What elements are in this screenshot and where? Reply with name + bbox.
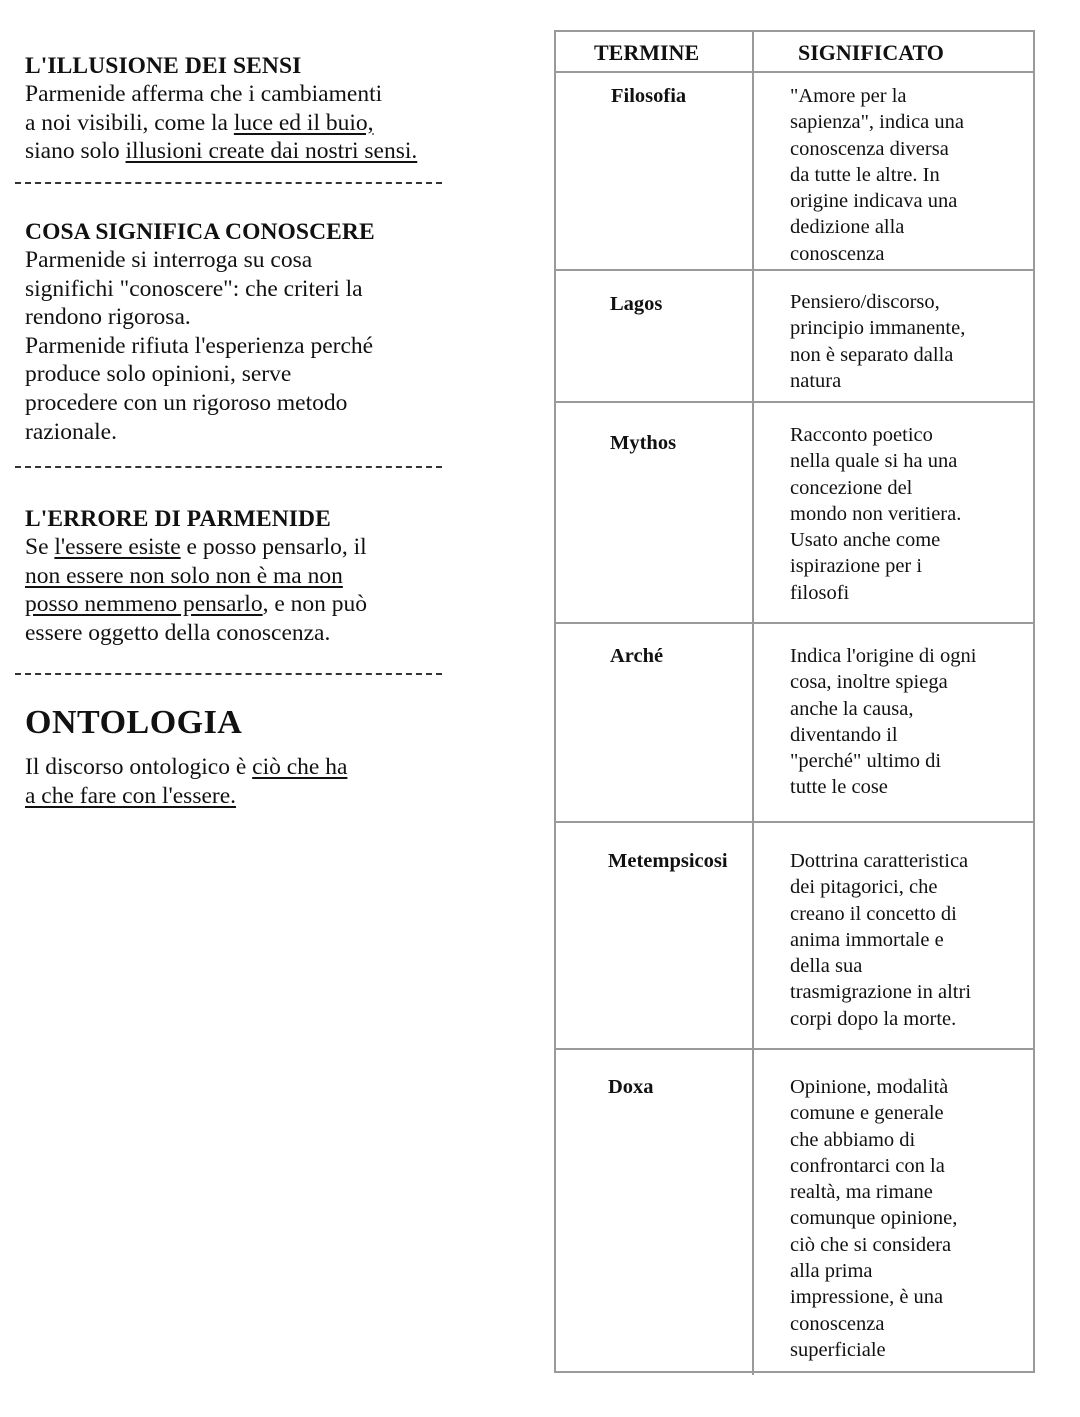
text-line: rendono rigorosa.: [25, 304, 191, 331]
text-line: concezione del: [790, 476, 913, 499]
text-line: significhi "conoscere": che criteri la: [25, 275, 363, 302]
meaning-cell: [790, 289, 1022, 394]
text-line: "perché" ultimo di: [790, 750, 942, 773]
text-span: Il discorso ontologico è: [25, 754, 253, 780]
text-line: alla prima: [790, 1260, 873, 1283]
text-line: realtà, ma rimane: [790, 1181, 933, 1204]
text-line: conoscenza: [790, 242, 885, 265]
meaning-cell: [790, 1074, 1022, 1363]
text-span: Se: [25, 534, 55, 560]
meaning-cell: [790, 83, 1022, 267]
underlined-text: ciò che ha: [252, 754, 348, 780]
text-line: conoscenza: [790, 1312, 885, 1335]
header-significato: SIGNIFICATO: [798, 40, 944, 65]
text-line: trasmigrazione in altri: [790, 981, 972, 1004]
text-line: della sua: [790, 955, 863, 978]
text-line: cosa, inoltre spiega: [790, 671, 948, 694]
text-line: superficiale: [790, 1338, 886, 1361]
text-line: corpi dopo la morte.: [790, 1007, 957, 1030]
text-span: siano solo: [25, 138, 126, 165]
text-line: che abbiamo di: [790, 1128, 916, 1151]
text-line: produce solo opinioni, serve: [25, 361, 292, 388]
meaning-cell: [790, 422, 1022, 606]
text-line: [25, 533, 455, 562]
text-line: tutte le cose: [790, 776, 888, 799]
text-line: Usato anche come: [790, 529, 941, 552]
text-line: Dottrina caratteristica: [790, 850, 969, 872]
section-errore: [25, 505, 455, 647]
text-line: non è separato dalla: [790, 343, 954, 366]
text-line: dei pitagorici, che: [790, 876, 938, 899]
text-line: Parmenide rifiuta l'esperienza perché: [25, 332, 374, 359]
text-line: mondo non veritiera.: [790, 502, 962, 525]
table-column-divider: [752, 32, 754, 1375]
row-divider: [556, 622, 1033, 624]
text-span: a noi visibili, come la: [25, 109, 234, 136]
term-cell: Mythos: [610, 432, 677, 454]
row-divider: [556, 821, 1033, 823]
text-line: Parmenide si interroga su cosa: [25, 247, 313, 273]
row-divider: [556, 269, 1033, 271]
ontologia-body: [25, 753, 347, 810]
section-title: COSA SIGNIFICA CONOSCERE: [25, 219, 375, 245]
text-line: Parmenide afferma che i cambiamenti: [25, 81, 383, 107]
terms-table: [554, 30, 1035, 1373]
text-line: [25, 137, 455, 166]
text-line: dedizione alla: [790, 216, 905, 239]
text-line: da tutte le altre. In: [790, 163, 940, 186]
underlined-text: a che fare con l'essere.: [25, 782, 237, 809]
text-span: e posso pensarlo, il: [180, 534, 367, 560]
text-line: origine indicava una: [790, 190, 958, 213]
text-line: ispirazione per i: [790, 555, 923, 578]
row-divider: [556, 71, 1033, 73]
ontologia-title: ONTOLOGIA: [25, 704, 243, 741]
section-title: L'ERRORE DI PARMENIDE: [25, 506, 331, 532]
text-line: anima immortale e: [790, 928, 944, 951]
text-line: sapienza", indica una: [790, 111, 964, 134]
term-cell: Lagos: [610, 293, 663, 315]
text-line: comune e generale: [790, 1102, 944, 1125]
section-illusione: [25, 52, 455, 166]
text-line: Opinione, modalità: [790, 1076, 949, 1098]
section-conoscere: [25, 218, 455, 446]
row-divider: [556, 1048, 1033, 1050]
text-line: conoscenza diversa: [790, 137, 949, 160]
text-line: natura: [790, 369, 842, 392]
dashed-divider: [15, 673, 442, 675]
header-termine: TERMINE: [594, 40, 700, 65]
dashed-divider: [15, 466, 442, 468]
text-line: principio immanente,: [790, 317, 966, 340]
term-cell: Doxa: [608, 1076, 654, 1098]
text-line: anche la causa,: [790, 697, 914, 720]
dashed-divider: [15, 182, 442, 184]
text-line: impressione, è una: [790, 1286, 944, 1309]
text-line: ciò che si considera: [790, 1233, 952, 1256]
text-line: comunque opinione,: [790, 1207, 958, 1230]
meaning-cell: [790, 848, 1022, 1032]
term-cell: Arché: [610, 645, 664, 667]
section-body: [25, 80, 455, 166]
text-line: Racconto poetico: [790, 424, 933, 446]
underlined-text: posso nemmeno pensarlo: [25, 591, 263, 618]
meaning-cell: [790, 643, 1022, 801]
underlined-text: illusioni create dai nostri sensi.: [125, 138, 418, 165]
text-line: diventando il: [790, 723, 898, 746]
text-line: nella quale si ha una: [790, 450, 958, 473]
text-span: , e non può: [262, 591, 368, 618]
text-line: procedere con un rigoroso metodo: [25, 389, 348, 416]
text-line: essere oggetto della conoscenza.: [25, 619, 331, 646]
text-line: confrontarci con la: [790, 1154, 945, 1177]
section-body: [25, 246, 455, 446]
section-body: [25, 533, 455, 647]
text-line: [25, 782, 347, 811]
text-line: [25, 562, 455, 591]
text-line: [25, 590, 455, 619]
row-divider: [556, 401, 1033, 403]
term-cell: Metempsicosi: [608, 850, 728, 872]
text-line: razionale.: [25, 418, 117, 445]
text-line: "Amore per la: [790, 85, 907, 107]
text-line: filosofi: [790, 581, 850, 604]
text-line: creano il concetto di: [790, 902, 957, 925]
text-line: Indica l'origine di ogni: [790, 645, 977, 667]
underlined-text: l'essere esiste: [54, 534, 181, 560]
text-line: Pensiero/discorso,: [790, 291, 940, 313]
text-line: [25, 753, 347, 782]
text-line: [25, 109, 455, 138]
underlined-text: luce ed il buio,: [233, 109, 374, 136]
section-title: L'ILLUSIONE DEI SENSI: [25, 53, 302, 79]
term-cell: Filosofia: [611, 85, 687, 107]
underlined-text: non essere non solo non è ma non: [25, 562, 343, 589]
